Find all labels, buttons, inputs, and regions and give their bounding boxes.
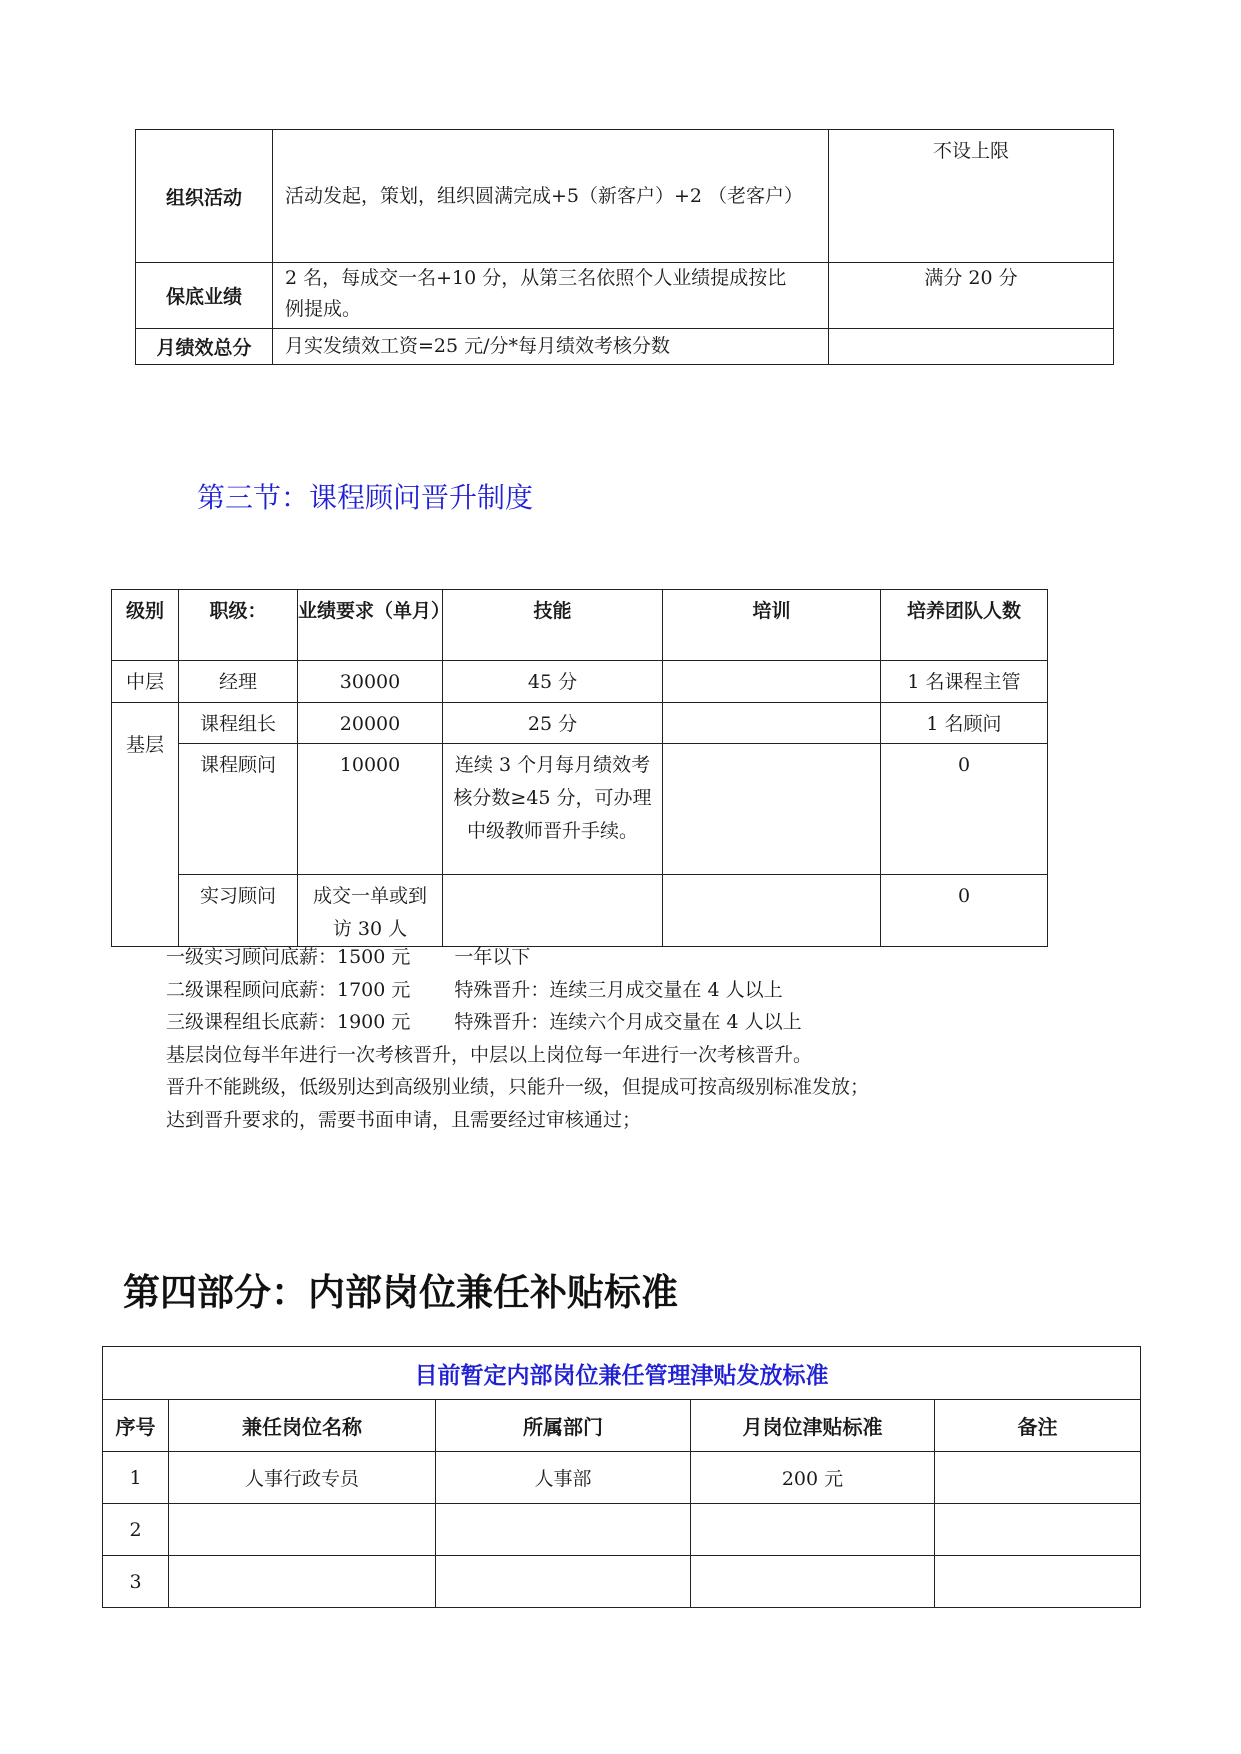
promotion-table xyxy=(111,589,1048,947)
note-line: 达到晋升要求的，需要书面申请，且需要经过审核通过； xyxy=(166,1108,642,1131)
note-cell xyxy=(935,1504,1141,1556)
table-row xyxy=(103,1504,1141,1556)
team-cell: 1 名课程主管 xyxy=(881,661,1048,703)
rule-line: 2 名，每成交一名+10 分，从第三名依照个人业绩提成按比 xyxy=(285,267,787,289)
header-training: 培训 xyxy=(663,590,881,661)
team-cell: 0 xyxy=(881,875,1048,947)
dept-cell xyxy=(436,1556,691,1608)
note-line: 基层岗位每半年进行一次考核晋升，中层以上岗位每一年进行一次考核晋升。 xyxy=(166,1043,813,1066)
row-rule xyxy=(273,263,829,329)
level-cell: 基层 xyxy=(112,703,179,947)
promotion-notes xyxy=(166,941,869,1136)
header-dept: 所属部门 xyxy=(436,1400,691,1452)
performance-table xyxy=(135,129,1114,365)
row-rule: 活动发起，策划，组织圆满完成+5（新客户）+2 （老客户） xyxy=(273,130,829,263)
no-cell: 3 xyxy=(103,1556,169,1608)
base-salary-note: 一级实习顾问底薪：1500 元 xyxy=(166,946,411,968)
perf-cell: 10000 xyxy=(298,744,443,875)
rank-cell: 经理 xyxy=(179,661,298,703)
training-cell xyxy=(663,744,881,875)
skill-cell: 25 分 xyxy=(443,703,663,744)
note-line: 晋升不能跳级，低级别达到高级别业绩，只能升一级，但提成可按高级别标准发放； xyxy=(166,1076,870,1098)
row-limit xyxy=(829,329,1114,365)
header-no: 序号 xyxy=(103,1400,169,1452)
skill-cell xyxy=(443,875,663,947)
level-cell: 中层 xyxy=(112,661,179,703)
header-post: 兼任岗位名称 xyxy=(169,1400,436,1452)
dept-cell: 人事部 xyxy=(436,1452,691,1504)
training-cell xyxy=(663,661,881,703)
note-line xyxy=(166,1006,869,1039)
note-line xyxy=(166,974,869,1007)
rank-cell: 实习顾问 xyxy=(179,875,298,947)
base-salary-note: 二级课程顾问底薪：1700 元 xyxy=(166,978,411,1001)
post-cell: 人事行政专员 xyxy=(169,1452,436,1504)
training-cell xyxy=(663,875,881,947)
row-rule: 月实发绩效工资=25 元/分*每月绩效考核分数 xyxy=(273,329,829,365)
allowance-table xyxy=(102,1346,1141,1608)
row-limit: 不设上限 xyxy=(829,130,1114,263)
rank-cell: 课程顾问 xyxy=(179,744,298,875)
rule-line: 例提成。 xyxy=(285,298,362,320)
table-row xyxy=(103,1452,1141,1504)
base-salary-note: 三级课程组长底薪：1900 元 xyxy=(166,1011,411,1033)
amount-cell: 200 元 xyxy=(691,1452,935,1504)
perf-cell: 20000 xyxy=(298,703,443,744)
rank-cell: 课程组长 xyxy=(179,703,298,744)
amount-cell xyxy=(691,1556,935,1608)
row-item-label: 月绩效总分 xyxy=(136,329,273,365)
header-amount: 月岗位津贴标准 xyxy=(691,1400,935,1452)
row-limit: 满分 20 分 xyxy=(829,263,1114,329)
part-title: 第四部分：内部岗位兼任补贴标准 xyxy=(123,1271,678,1314)
note-cell xyxy=(935,1556,1141,1608)
header-rank: 职级： xyxy=(179,590,298,661)
perf-cell: 30000 xyxy=(298,661,443,703)
header-skill: 技能 xyxy=(443,590,663,661)
header-team: 培养团队人数 xyxy=(881,590,1048,661)
team-cell: 1 名顾问 xyxy=(881,703,1048,744)
header-perf: 业绩要求（单月） xyxy=(298,590,443,661)
no-cell: 2 xyxy=(103,1504,169,1556)
note-extra: 一年以下 xyxy=(454,946,531,968)
note-line xyxy=(166,941,869,974)
note-extra: 特殊晋升：连续三月成交量在 4 人以上 xyxy=(454,978,783,1001)
skill-cell: 45 分 xyxy=(443,661,663,703)
post-cell xyxy=(169,1504,436,1556)
section-title: 第三节：课程顾问晋升制度 xyxy=(197,481,534,514)
team-cell: 0 xyxy=(881,744,1048,875)
skill-cell: 连续 3 个月每月绩效考核分数≥45 分，可办理中级教师晋升手续。 xyxy=(443,744,663,875)
training-cell xyxy=(663,703,881,744)
note-cell xyxy=(935,1452,1141,1504)
dept-cell xyxy=(436,1504,691,1556)
row-item-label: 组织活动 xyxy=(136,130,273,263)
header-note: 备注 xyxy=(935,1400,1141,1452)
note-extra: 特殊晋升：连续六个月成交量在 4 人以上 xyxy=(454,1011,802,1033)
header-level: 级别 xyxy=(112,590,179,661)
no-cell: 1 xyxy=(103,1452,169,1504)
perf-cell: 成交一单或到访 30 人 xyxy=(298,875,443,947)
row-item-label: 保底业绩 xyxy=(136,263,273,329)
table-caption: 目前暂定内部岗位兼任管理津贴发放标准 xyxy=(103,1347,1141,1400)
amount-cell xyxy=(691,1504,935,1556)
post-cell xyxy=(169,1556,436,1608)
table-row xyxy=(103,1556,1141,1608)
